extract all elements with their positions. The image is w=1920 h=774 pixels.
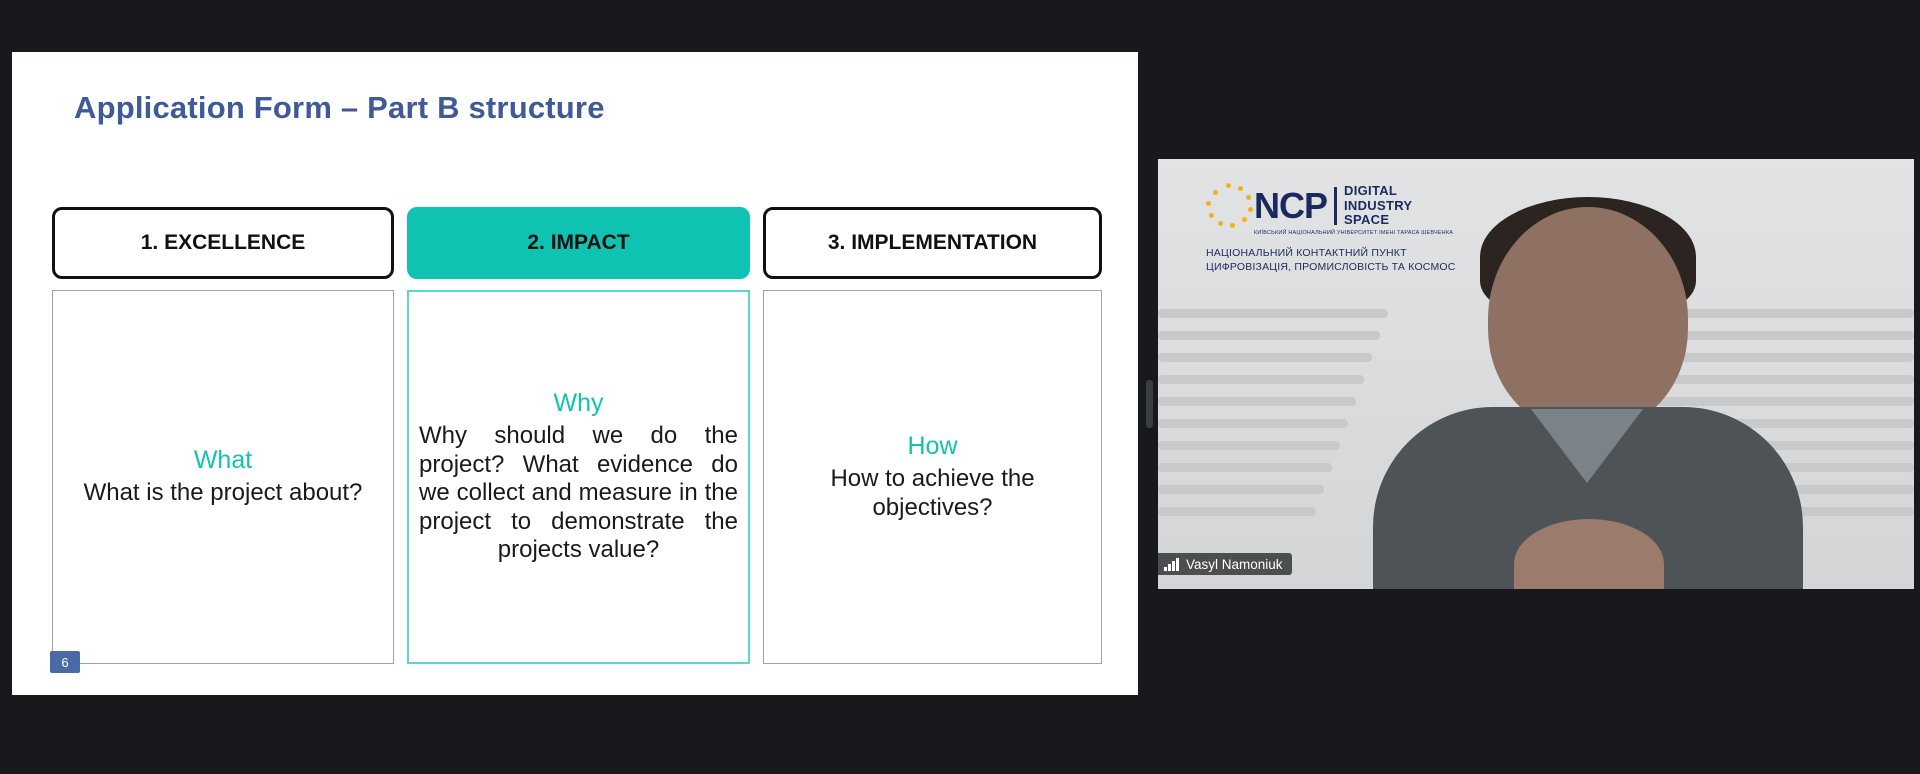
section-body-impact bbox=[407, 290, 750, 664]
participant-video-tile[interactable] bbox=[1158, 159, 1914, 589]
logo-subtitle-primary: НАЦІОНАЛЬНИЙ КОНТАКТНИЙ ПУНКТ bbox=[1206, 247, 1407, 259]
section-pill-impact-label: 2. IMPACT bbox=[527, 231, 630, 254]
presentation-slide[interactable] bbox=[12, 52, 1138, 695]
section-body-implementation-text: How to achieve the objectives? bbox=[830, 464, 1035, 521]
participant-silhouette-head bbox=[1488, 207, 1688, 432]
section-body-row bbox=[52, 290, 1102, 664]
section-pill-row bbox=[52, 207, 1102, 279]
participant-name-label: Vasyl Namoniuk bbox=[1186, 556, 1283, 572]
section-pill-implementation[interactable] bbox=[763, 207, 1102, 279]
logo-university-line: КИЇВСЬКИЙ НАЦІОНАЛЬНИЙ УНІВЕРСИТЕТ ІМЕНІ ТАРАСА ШЕВЧЕНКА bbox=[1254, 230, 1454, 236]
section-body-impact-heading: Why bbox=[553, 389, 604, 418]
logo-line-digital: DIGITAL bbox=[1344, 182, 1398, 198]
mic-signal-icon bbox=[1164, 558, 1180, 571]
section-pill-impact[interactable] bbox=[407, 207, 750, 279]
participant-name-badge bbox=[1158, 553, 1292, 575]
logo-mark-text: NCP bbox=[1254, 185, 1328, 226]
section-body-excellence bbox=[52, 290, 394, 664]
section-body-implementation bbox=[763, 290, 1102, 664]
share-resize-handle[interactable] bbox=[1146, 380, 1153, 428]
section-body-excellence-text: What is the project about? bbox=[83, 479, 363, 507]
section-pill-excellence-label: 1. EXCELLENCE bbox=[140, 231, 306, 254]
section-body-impact-text: Why should we do the project? What evidence do we collect and measure in the project to demonstrate the projects value? bbox=[419, 422, 738, 564]
section-body-excellence-heading: What bbox=[193, 446, 253, 475]
section-pill-excellence[interactable] bbox=[52, 207, 394, 279]
logo-divider bbox=[1334, 187, 1337, 225]
slide-number-badge: 6 bbox=[50, 651, 80, 673]
section-pill-implementation-label: 3. IMPLEMENTATION bbox=[827, 231, 1038, 254]
logo-line-space: SPACE bbox=[1344, 212, 1390, 228]
slide-title: Application Form – Part B structure bbox=[74, 90, 605, 125]
section-body-implementation-heading: How bbox=[907, 431, 958, 460]
logo-line-industry: INDUSTRY bbox=[1344, 197, 1413, 213]
ncp-logo bbox=[1206, 183, 1506, 274]
eu-stars-icon bbox=[1206, 183, 1252, 229]
logo-subtitle-secondary: ЦИФРОВІЗАЦІЯ, ПРОМИСЛОВІСТЬ ТА КОСМОС bbox=[1206, 261, 1456, 274]
